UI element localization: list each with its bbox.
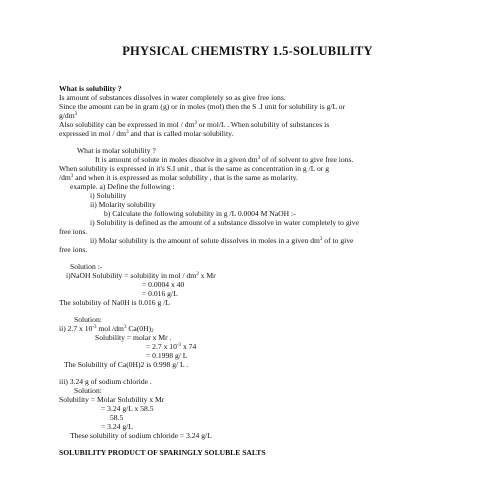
answer-line: free ions.: [59, 245, 88, 254]
answer-line: free ions.: [59, 227, 88, 236]
solution-result: The solubility of Na0H is 0.016 g /L: [59, 298, 170, 307]
solution-result: The Solubility of Ca(0H)2 is 0.998 g/ L .: [64, 360, 189, 369]
solution-line: = 0.016 g/L: [142, 289, 178, 298]
answer-line: i) Solubility is defined as the amount of a substance dissolve in water completely to give: [90, 218, 359, 227]
solution-heading: Solution:: [74, 315, 102, 324]
text-line: $g/dm^3$: [59, 111, 78, 120]
text-line: It is amount of solute in moles dissolve in a given $dm^3$ of of solvent to give free ions.: [95, 155, 354, 164]
solution-heading: Solution :-: [70, 262, 103, 271]
answer-line: ii) Molar solubility is the amount of solute dissolves in moles in a given $dm^3$ of to give: [90, 236, 354, 245]
text-line: Also solubility can be expressed in mol / $dm^3$ or mol/L . When solubility of substances is: [59, 120, 330, 129]
text-line: expressed in mol / $dm^3$ and that is called molar solubility.: [59, 129, 234, 138]
text-line: When solubility is expressed in it's S.I unit , that is the same as concentration in g /L or g: [59, 164, 329, 173]
question-molar-solubility: What is molar solubility ?: [77, 146, 156, 155]
text-line: Is amount of substances dissolves in water completely so as give free ions.: [59, 93, 286, 102]
solution-line: = 0.0004 x 40: [142, 280, 185, 289]
solution-line: = 0.1998 g/ L: [146, 351, 188, 360]
example-item: b) Calculate the following solubility in g /L 0.0004 M NaOH :-: [104, 209, 296, 218]
solution-line: = 3.24 g/L x 58.5: [101, 404, 154, 413]
solution-line: ii) 2.7 x $10^{-3}$ mol $/dm^3$ $Ca(0H)_2$: [59, 324, 154, 334]
problem-line: iii) 3.24 g of sodium chloride .: [59, 377, 152, 386]
example-line: example. a) Define the following :: [70, 182, 175, 191]
section-heading-solubility-product: SOLUBILITY PRODUCT OF SPARINGLY SOLUBLE SALTS: [59, 448, 266, 457]
solution-line: = 2.7 x $10^{-3}$ x 74: [146, 342, 197, 351]
solution-line: i)NaOH Solubility = solubility in mol / $dm^3$ x Mr: [66, 271, 216, 280]
solution-line: 58.5: [110, 413, 124, 422]
page-title: PHYSICAL CHEMISTRY 1.5-SOLUBILITY: [122, 44, 373, 58]
solution-line: Solubility = Molar Solubility x Mr: [59, 395, 165, 404]
example-item: ii) Molarity solubility: [90, 200, 156, 209]
example-item: i) Solubility: [90, 191, 127, 200]
solution-result: These solubility of sodium chloride = 3.24 g/L: [70, 431, 212, 440]
text-line: Since the amount can be in gram (g) or in moles (mol) then the S .I unit for solubility is g/L or: [59, 102, 346, 111]
heading-what-is-solubility: What is solubility ?: [59, 84, 122, 93]
solution-heading: Solution:: [74, 386, 102, 395]
solution-line: = 3.24 g/L: [101, 422, 133, 431]
text-line: $/dm^3$ and when it is expressed as molar solubility , that is the same as molarity.: [59, 173, 298, 182]
solution-line: Solubility = molar x Mr .: [95, 333, 172, 342]
